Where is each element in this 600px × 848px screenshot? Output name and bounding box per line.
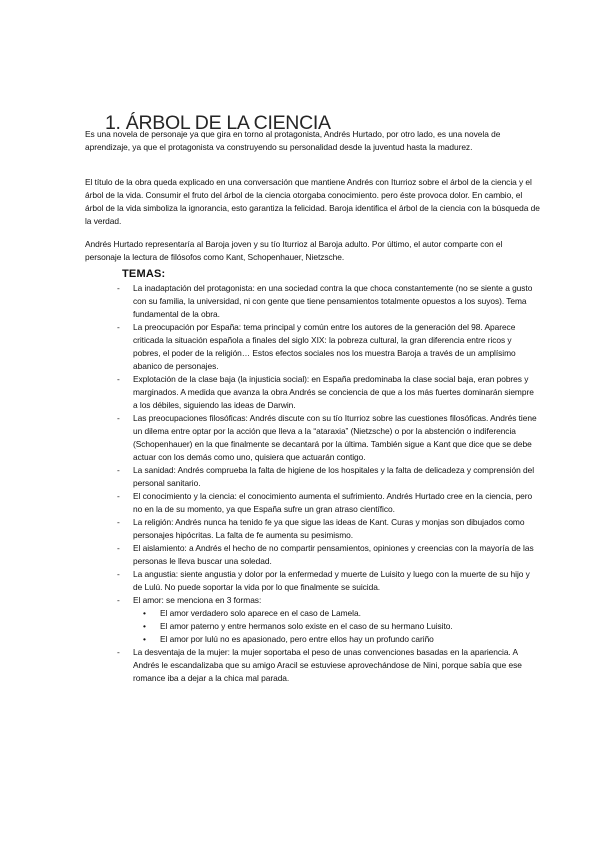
author-character-paragraph: Andrés Hurtado representaría al Baroja joven y su tío Iturrioz al Baroja adulto. Por último, el autor comparte con el personaje la lectura de filósofos como Kant, Schopenhauer, Nietzsche. bbox=[85, 239, 503, 262]
page-title: 1. ÁRBOL DE LA CIENCIA bbox=[105, 112, 331, 135]
love-form-item bbox=[133, 633, 540, 646]
topic-item-explotacion bbox=[85, 373, 540, 412]
topic-item-aislamiento bbox=[85, 542, 540, 568]
topic-text: El amor: se menciona en 3 formas: bbox=[133, 595, 262, 605]
topic-item-espana bbox=[85, 321, 540, 373]
topic-text: La preocupación por España: tema principal y común entre los autores de la generación del 98. Aparece criticada la situación española a finales del siglo XIX: la pobreza cultural, la gran diferencia entre ricos y pobres, el poder de la religión… Estos efectos sociales nos los muestra Baroja a través de un amplísimo abanico de personajes. bbox=[133, 322, 516, 371]
love-forms-list bbox=[133, 607, 540, 646]
love-form-item bbox=[133, 620, 540, 633]
bullet-marker: • bbox=[143, 608, 146, 618]
topic-item-amor bbox=[85, 594, 540, 646]
topic-text: La inadaptación del protagonista: en una sociedad contra la que choca constantemente (no se siente a gusto con su familia, la universidad, ni con gente que tiene pensamientos totalmente opuestos a los suyos). Tema fundamental de la obra. bbox=[133, 283, 533, 319]
topic-text: El aislamiento: a Andrés el hecho de no compartir pensamientos, opiniones y creencias con la mayoría de las personas le lleva buscar una soledad. bbox=[133, 543, 534, 566]
topic-item-sanidad bbox=[85, 464, 540, 490]
dash-marker: - bbox=[117, 283, 120, 293]
topics-list bbox=[85, 282, 540, 685]
topic-text: La desventaja de la mujer: la mujer soportaba el peso de unas convenciones basadas en la apariencia. A Andrés le escandalizaba que su amigo Aracil se estuviese aprovechándose de Nini, porque sabía que ese romance iba a dejar a la chica mal parada. bbox=[133, 647, 522, 683]
love-form-item bbox=[133, 607, 540, 620]
topic-item-filosoficas bbox=[85, 412, 540, 464]
topic-text: La religión: Andrés nunca ha tenido fe ya que sigue las ideas de Kant. Curas y monjas son dibujados como personajes hipócritas. La falta de fe aumenta su pesimismo. bbox=[133, 517, 525, 540]
love-form-text: El amor paterno y entre hermanos solo existe en el caso de su hermano Luisito. bbox=[160, 621, 453, 631]
topic-item-inadaptacion bbox=[85, 282, 540, 321]
dash-marker: - bbox=[117, 569, 120, 579]
dash-marker: - bbox=[117, 647, 120, 657]
topic-text: El conocimiento y la ciencia: el conocimiento aumenta el sufrimiento. Andrés Hurtado cree en la ciencia, pero no en la de su momento, ya que España sufre un gran atraso científico. bbox=[133, 491, 533, 514]
topic-text: La sanidad: Andrés comprueba la falta de higiene de los hospitales y la falta de delicadeza y comprensión del personal sanitario. bbox=[133, 465, 534, 488]
topic-text: La angustia: siente angustia y dolor por la enfermedad y muerte de Luisito y luego con la muerte de su hijo y de Lulú. No puede soportar la vida por lo que finalmente se suicida. bbox=[133, 569, 530, 592]
topic-item-angustia bbox=[85, 568, 540, 594]
dash-marker: - bbox=[117, 543, 120, 553]
topic-item-conocimiento bbox=[85, 490, 540, 516]
dash-marker: - bbox=[117, 374, 120, 384]
topic-item-religion bbox=[85, 516, 540, 542]
title-explanation-paragraph: El título de la obra queda explicado en una conversación que mantiene Andrés con Iturrioz sobre el árbol de la ciencia y el árbol de la vida. Consumir el fruto del árbol de la ciencia otorgaba conocimiento. pero éste provoca dolor. En cambio, el árbol de la vida simboliza la ignorancia, esto garantiza la felicidad. Baroja identifica el árbol de la ciencia con la búsqueda de la verdad. bbox=[85, 177, 540, 226]
dash-marker: - bbox=[117, 465, 120, 475]
topic-text: Las preocupaciones filosóficas: Andrés discute con su tío Iturrioz sobre las cuestiones filosóficas. Andrés tiene un dilema entre optar por la acción que lleva a la “ataraxia” (Nietzsche) o por la abstención o indiferencia (Schopenhauer) en la que finalmente se decantará por la última. También sigue a Kant que dice que se debe actuar con los demás como uno, quisiera que actuarán contigo. bbox=[133, 413, 537, 462]
temas-heading: TEMAS: bbox=[122, 268, 166, 280]
intro-paragraph: Es una novela de personaje ya que gira en torno al protagonista, Andrés Hurtado, por otro lado, es una novela de aprendizaje, ya que el protagonista va construyendo su personalidad desde la juventud hasta la madurez. bbox=[85, 129, 501, 152]
dash-marker: - bbox=[117, 491, 120, 501]
topic-item-mujer bbox=[85, 646, 540, 685]
bullet-marker: • bbox=[143, 621, 146, 631]
bullet-marker: • bbox=[143, 634, 146, 644]
love-form-text: El amor por lulú no es apasionado, pero entre ellos hay un profundo cariño bbox=[160, 634, 434, 644]
dash-marker: - bbox=[117, 517, 120, 527]
topic-text: Explotación de la clase baja (la injusticia social): en España predominaba la clase social baja, eran pobres y marginados. A medida que avanza la obra Andrés se conciencia de que a los más fuertes dominarán siempre a los débiles, siguiendo las ideas de Darwin. bbox=[133, 374, 534, 410]
love-form-text: El amor verdadero solo aparece en el caso de Lamela. bbox=[160, 608, 361, 618]
dash-marker: - bbox=[117, 413, 120, 423]
dash-marker: - bbox=[117, 595, 120, 605]
dash-marker: - bbox=[117, 322, 120, 332]
